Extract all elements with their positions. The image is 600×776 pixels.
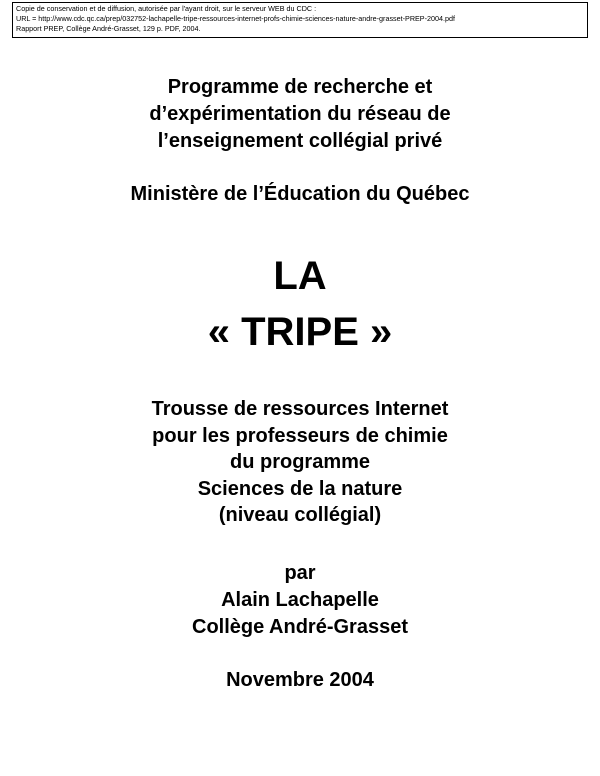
ministry-heading (0, 181, 600, 208)
author-institution: Collège André-Grasset (192, 616, 408, 638)
title-line-2: « TRIPE » (207, 310, 393, 354)
document-subtitle (0, 396, 600, 529)
subtitle-line-2: pour les professeurs de chimie (152, 424, 448, 447)
program-line-2: d’expérimentation du réseau de (149, 103, 451, 125)
subtitle-line-3: du programme (229, 451, 371, 473)
author-name: Alain Lachapelle (221, 589, 379, 611)
copyright-notice-box (12, 2, 588, 38)
subtitle-line-5: (niveau collégial) (218, 504, 382, 526)
notice-line-1: Copie de conservation et de diffusion, autorisée par l'ayant droit, sur le serveur WEB du CDC : (16, 4, 317, 13)
date-text: Novembre 2004 (226, 669, 374, 691)
subtitle-line-1: Trousse de ressources Internet (151, 398, 449, 420)
author-block (0, 560, 600, 641)
program-line-1: Programme de recherche et (167, 76, 433, 98)
author-par: par (284, 562, 316, 584)
notice-url-line: URL = http://www.cdc.qc.ca/prep/032752-lachapelle-tripe-ressources-internet-profs-chimie-sciences-nature-andre-grasset-PREP-2004.pdf (16, 14, 455, 23)
publication-date (0, 667, 600, 694)
program-heading (0, 74, 600, 155)
notice-report-line: Rapport PREP, Collège André-Grasset, 129 p. PDF, 2004. (16, 24, 201, 33)
ministry-name: Ministère de l’Éducation du Québec (130, 183, 470, 205)
title-line-1: LA (273, 254, 327, 298)
document-title (0, 248, 600, 360)
subtitle-line-4: Sciences de la nature (197, 477, 403, 500)
program-line-3: l’enseignement collégial privé (157, 130, 443, 152)
